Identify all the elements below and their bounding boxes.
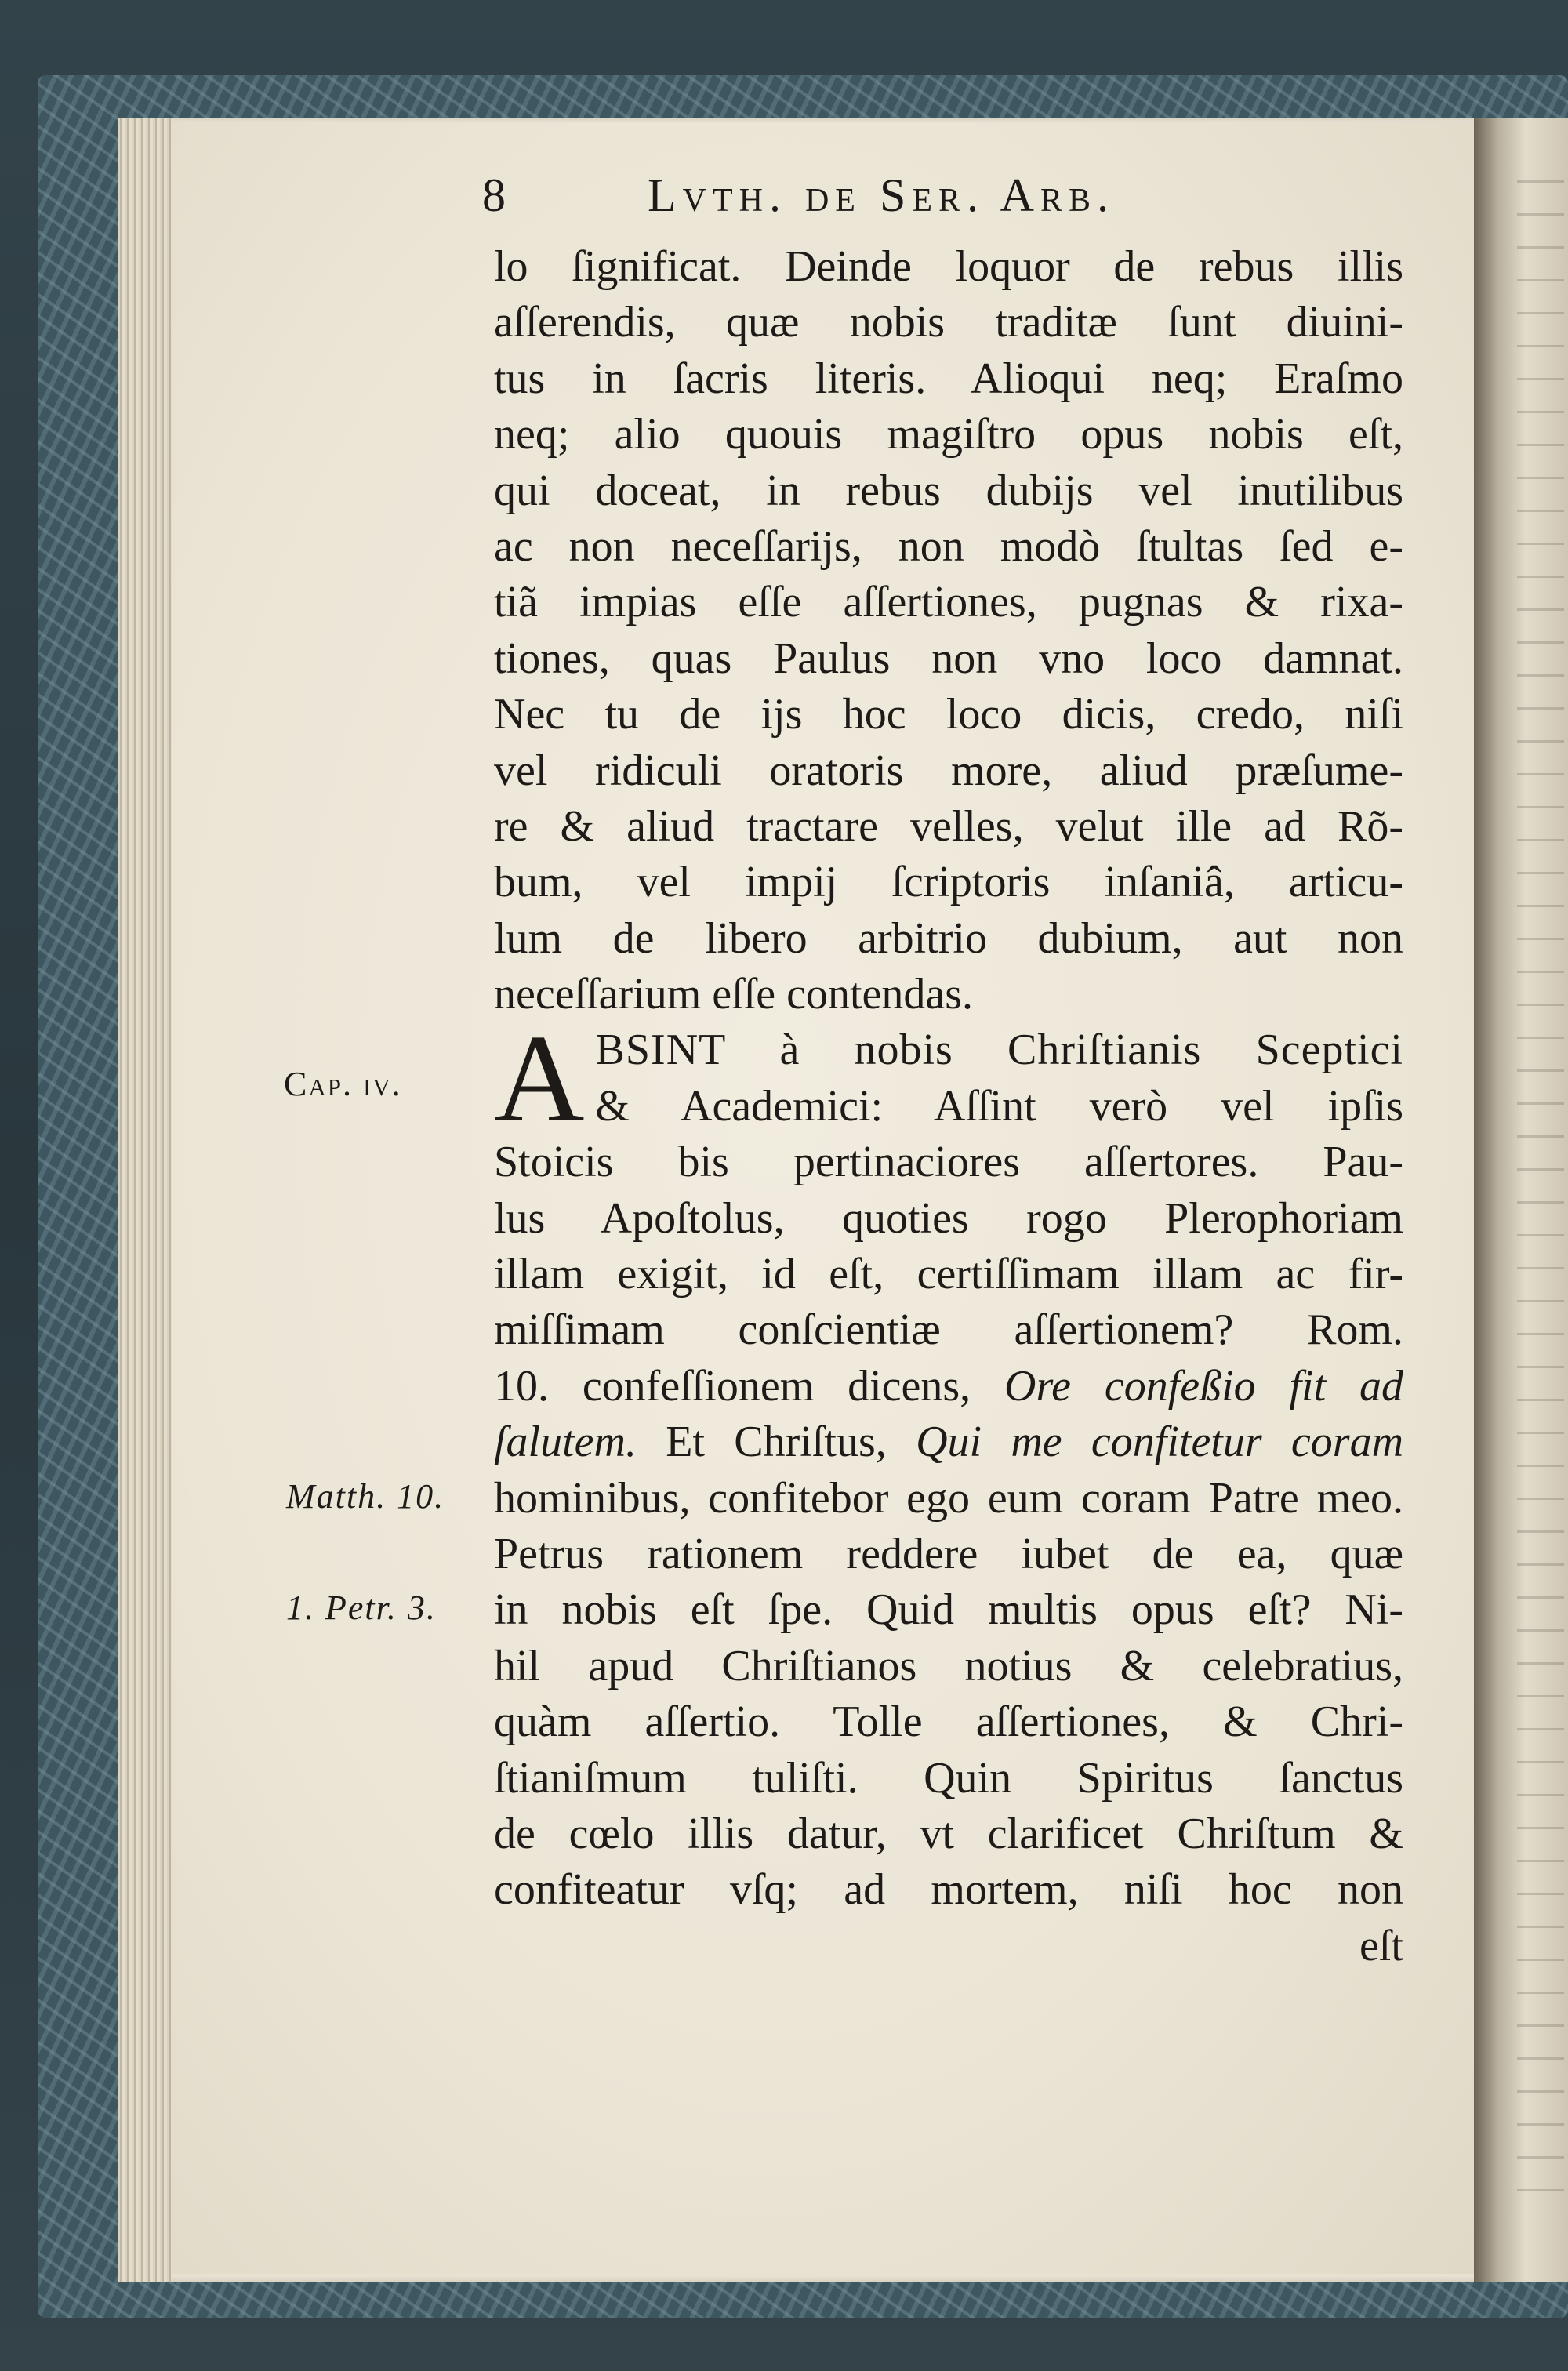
text-line-mixed [494, 1414, 1403, 1470]
text-line: tus in ſacris literis. Alioqui neq; Eraſmo [494, 354, 1403, 403]
facing-page-show-through [1517, 180, 1564, 2219]
margin-reference-matthew: Matth. 10. [286, 1477, 445, 1516]
text-segment: 10. confeſſionem dicens, [494, 1361, 971, 1411]
text-line: Stoicis bis pertinaciores aſſertores. Pau- [494, 1138, 1403, 1187]
text-line: lum de libero arbitrio dubium, aut non [494, 913, 1403, 963]
body-text [494, 239, 1403, 1974]
text-line: lus Apoſtolus, quoties rogo Plerophoriam [494, 1193, 1403, 1243]
text-line: BSINT à nobis Chriſtianis Sceptici [595, 1026, 1403, 1075]
text-line: neq; alio quouis magiſtro opus nobis eſt, [494, 410, 1403, 459]
text-line: re & aliud tractare velles, velut ille ad Rõ- [494, 801, 1403, 851]
text-line: qui doceat, in rebus dubijs vel inutilibus [494, 466, 1403, 515]
margin-reference-peter: 1. Petr. 3. [286, 1589, 437, 1627]
drop-cap: A [494, 1022, 585, 1135]
text-line: tiones, quas Paulus non vno loco damnat. [494, 634, 1403, 683]
page-number: 8 [482, 169, 512, 221]
text-line: ſtianiſmum tuliſti. Quin Spiritus ſanctus [494, 1753, 1403, 1803]
italic-quote: Qui me confitetur coram [916, 1418, 1404, 1467]
italic-quote: Ore confeßio fit ad [1004, 1361, 1403, 1411]
text-line: in nobis eſt ſpe. Quid multis opus eſt? Ni- [494, 1585, 1403, 1635]
running-header [482, 169, 1115, 223]
text-line: Nec tu de ijs hoc loco dicis, credo, niſi [494, 690, 1403, 739]
text-line: confiteatur vſq; ad mortem, niſi hoc non [494, 1865, 1403, 1915]
text-line: illam exigit, id eſt, certiſſimam illam ac fir- [494, 1250, 1403, 1299]
text-line: quàm aſſertio. Tolle aſſertiones, & Chri- [494, 1697, 1403, 1747]
chapter-opening [494, 1022, 1403, 1135]
page-edges [118, 118, 172, 2282]
text-line: ac non neceſſarijs, non modò ſtultas ſed e- [494, 521, 1403, 571]
text-line: lo ſignificat. Deinde loquor de rebus illis [494, 242, 1403, 291]
text-line: Petrus rationem reddere iubet de ea, quæ [494, 1529, 1403, 1578]
margin-chapter-label: Cap. iv. [284, 1065, 402, 1103]
text-line-mixed [494, 1359, 1403, 1414]
text-line: bum, vel impij ſcriptoris inſaniâ, articu- [494, 858, 1403, 907]
text-line: miſſimam conſcientiæ aſſertionem? Rom. [494, 1305, 1403, 1355]
text-line: hil apud Chriſtianos notius & celebratius, [494, 1641, 1403, 1690]
italic-quote-line: hominibus, confitebor ego eum coram Patre meo. [494, 1473, 1403, 1523]
text-line: & Academici: Aſſint verò vel ipſis [595, 1081, 1403, 1131]
text-line: aſſerendis, quæ nobis traditæ ſunt diuini- [494, 298, 1403, 347]
catchword: eſt [1359, 1921, 1403, 1970]
text-line: vel ridiculi oratoris more, aliud præſume- [494, 746, 1403, 795]
running-title: Lvth. de Ser. Arb. [648, 169, 1116, 221]
text-line: de cœlo illis datur, vt clarificet Chriſtum & [494, 1809, 1403, 1858]
italic-quote: ſalutem. [494, 1418, 637, 1467]
text-line: tiã impias eſſe aſſertiones, pugnas & rixa- [494, 578, 1403, 627]
text-segment: Et Chriſtus, [666, 1418, 887, 1467]
text-line: neceſſarium eſſe contendas. [494, 970, 974, 1019]
